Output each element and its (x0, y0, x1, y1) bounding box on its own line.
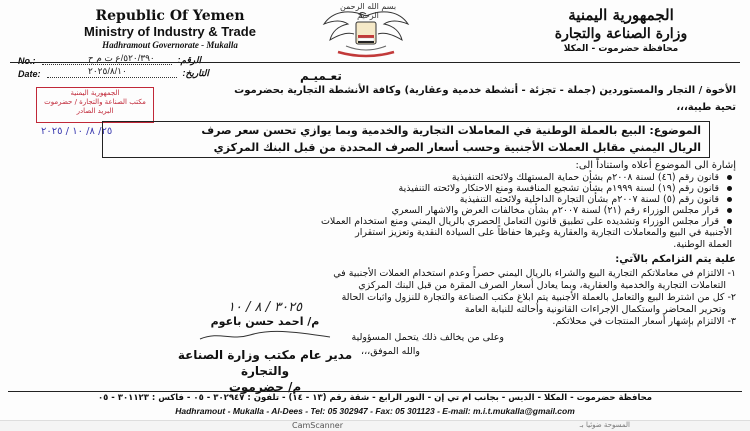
governorate-name-en: Hadhramout Governorate - Mukalla (102, 40, 238, 50)
country-name-ar: الجمهورية اليمنية (568, 6, 674, 24)
subject-line-2: الريال اليمني مقابل العملات الأجنبية وحسب أسعار الصرف المحددة من قبل البنك المركزي (213, 141, 701, 154)
subject-line-1: الموضوع: البيع بالعملة الوطنية في المعاملات التجارية والخدمية وبما يوازي تحسن سعر صرف (201, 124, 701, 137)
header-divider (10, 62, 740, 63)
camscanner-ar-label: المسوحة ضوئيا بـ (579, 421, 630, 429)
yemen-eagle-emblem-icon (318, 2, 414, 60)
signature-block (170, 300, 360, 395)
closing-warning: وعلى من يخالف ذلك يتحمل المسؤولية (351, 332, 504, 343)
obligation-line: ١- الالتزام في معاملاتكم التجارية البيع والشراء بالريال اليمني حصراً وعدم استخدام العملات الأجنبية في (333, 268, 736, 279)
signature-handwritten: ٣٠٢٥ / ٨ / ١٠ (227, 300, 303, 315)
reference-intro: إشارة الى الموضوع أعلاه واستناداً الى: (575, 160, 736, 171)
date-ar-label: :التاريخ (182, 68, 209, 78)
signatory-name: م/ احمد حسن باعوم (210, 315, 320, 328)
obligation-line: التعاملات التجارية والخدمية والعقارية، وبما يعادل أسعار الصرف المقرة من قبل البنك المركزي (358, 280, 726, 291)
footer-divider (8, 391, 742, 392)
footer-address-en: Hadhramout - Mukalla - Al-Dees - Tel: 05 302947 - Fax: 05 301123 - E-mail: m.i.t.mukalla@gmail.com (175, 406, 575, 416)
circular-title: تعـميـم (300, 69, 342, 83)
scanner-watermark-bar (0, 420, 750, 431)
list-item: قانون رقم (١٩) لسنة ١٩٩٩م بشأن تشجيع المنافسة ومنع الاحتكار ولائحته التنفيذية (321, 183, 732, 194)
signature-scribble-icon (190, 329, 340, 343)
addressee: الأخوة / التجار والمستوردين (جملة - تجزئة - أنشطة خدمية وعقارية) وكافة الأنشطة التجارية بحضرموت (234, 85, 736, 96)
ministry-name-en: Ministry of Industry & Trade (84, 24, 256, 39)
outgoing-mail-stamp (36, 87, 154, 137)
reference-meta (18, 54, 209, 80)
legal-references-list (321, 172, 732, 227)
obligation-line: وتحرير المحاضر واستكمال الإجراءات القانونية وأحالته للنيابة العامة (464, 304, 726, 315)
reference-date: ٢٠٢٥/٨/١٠ (88, 66, 127, 76)
footer-address-ar: محافظة حضرموت - المكلا - الديس - بجانب ام تي إن - النور الرابع - شقة رقم (١٣ - ١٤) - تلفون : ٣٠٢٩٤٧ - ٠٥ - فاكس : ٣٠١١٢٣ - ٠٥ (97, 393, 653, 403)
header-english (40, 8, 300, 52)
date-label: Date: (18, 68, 41, 79)
no-label: No.: (18, 55, 36, 66)
governorate-name-ar: محافظة حضرموت - المكلا (563, 44, 679, 54)
no-ar-label: :الرقم (177, 55, 202, 65)
list-item: قانون رقم (٤٦) لسنة ٢٠٠٨م بشأن حماية المستهلك ولائحته التنفيذية (321, 172, 732, 183)
stamp-handwritten-date: ٢٥/ ٨/ ١٠ / ٢٠٢٥ (41, 126, 113, 137)
list-item: قرار مجلس الوزراء وتشديده على تطبيق قانون التعامل الحصري بالريال اليمني ومنع استخدام العملات (321, 216, 732, 227)
obligation-line: ٢- كل من اشترط البيع والتعامل بالعملة الأجنبية يتم ابلاغ مكتب الصناعة والتجارة للنزول واثبات الحالة (341, 292, 736, 303)
subject-box (102, 121, 710, 158)
laws-continuation-2: العملة الوطنية. (673, 239, 732, 250)
list-item: قرار مجلس الوزراء رقم (٢١) لسنة ٢٠٠٧م بشأن مخالفات العرض والاشهار السعري (321, 205, 732, 216)
country-name-en: Republic Of Yemen (95, 8, 245, 24)
stamp-line-2: مكتب الصناعة والتجارة / حضرموت (44, 98, 146, 106)
closing-prayer: والله الموفق،،، (361, 346, 420, 357)
obligation-line: ٣- الالتزام بإشهار أسعار المنتجات في محلاتكم. (552, 316, 736, 327)
greeting: تحية طيبة،،، (676, 102, 736, 113)
ministry-name-ar: وزارة الصناعة والتجارة (554, 26, 688, 42)
obligations-intro: علية يتم التزامكم بالآتي: (615, 254, 736, 265)
bismillah: بسم الله الرحمن الرحيم (339, 2, 397, 20)
signatory-role: مدير عام مكتب وزارة الصناعة والتجارة (177, 348, 353, 378)
signatory-office: م/ حضرموت (228, 380, 302, 394)
laws-continuation-1: الأجنبية في البيع والمعاملات التجارية والعقارية وغيرها حفاظاً على السيادة النقدية وتعزيز استقرار (355, 227, 732, 238)
reference-number: ٥٢٠/٣٩٠/ع ت م ح (88, 53, 155, 63)
header-arabic (506, 6, 736, 56)
stamp-line-1: الجمهورية اليمنية (70, 89, 120, 97)
stamp-line-3: البريد الصادر (76, 107, 114, 115)
camscanner-label: CamScanner (292, 421, 344, 430)
list-item: قانون رقم (٥) لسنة ٢٠٠٧م بشأن التجارة الداخلية ولائحته التنفيذية (321, 194, 732, 205)
